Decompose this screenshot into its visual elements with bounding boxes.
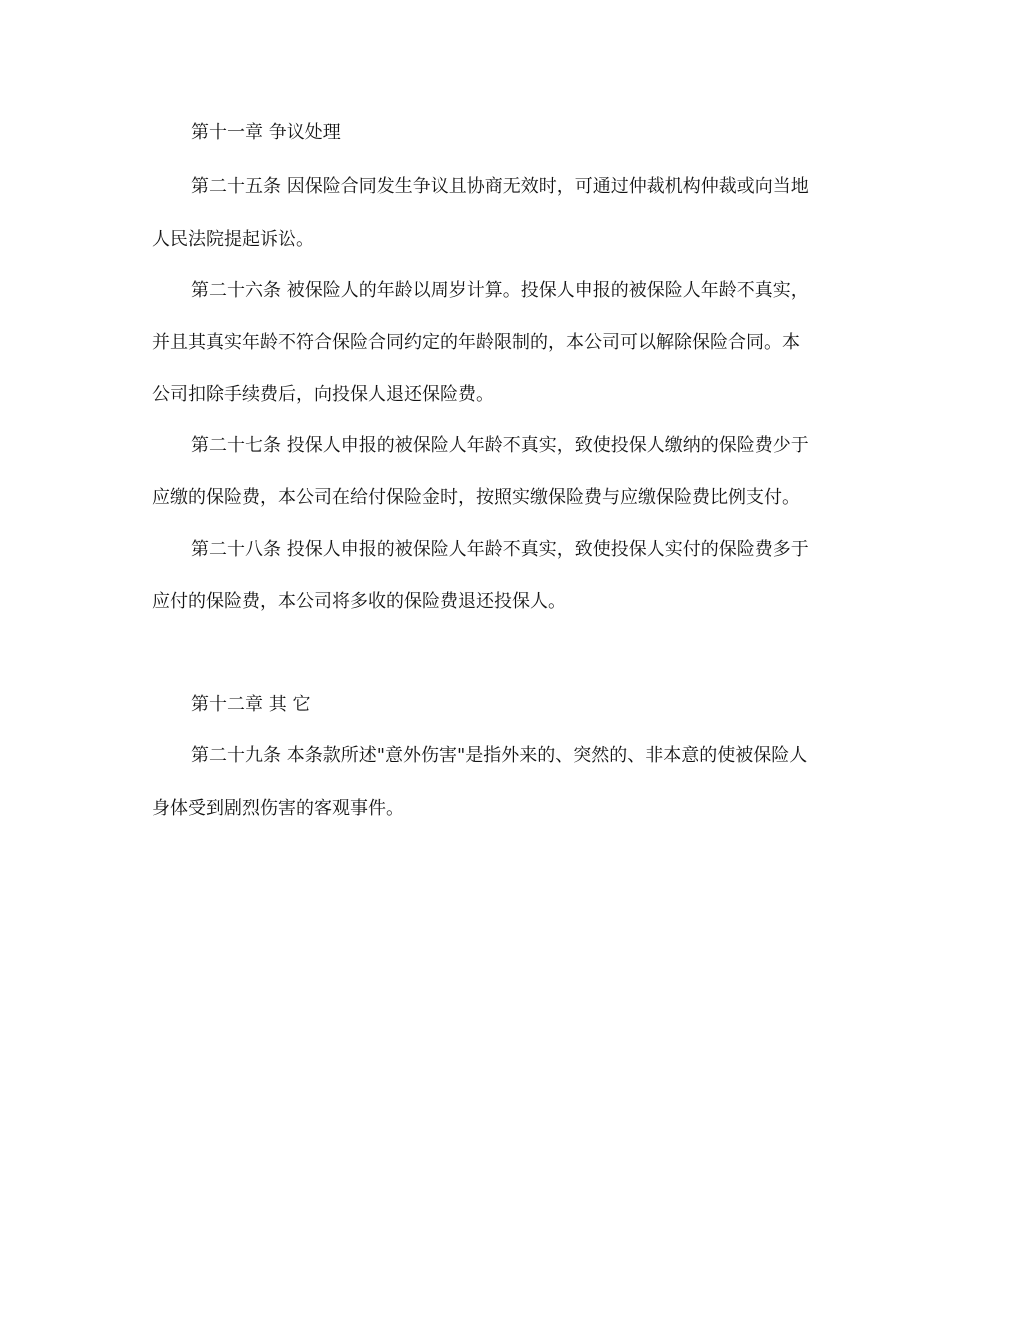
chapter-12-title: 第十二章 其 它 [191, 694, 311, 715]
article-28-line-2: 应付的保险费，本公司将多收的保险费退还投保人。 [152, 591, 566, 612]
article-26-line-1: 第二十六条 被保险人的年龄以周岁计算。投保人申报的被保险人年龄不真实， [191, 280, 809, 301]
article-29-line-2: 身体受到剧烈伤害的客观事件。 [152, 798, 404, 819]
article-28-line-1: 第二十八条 投保人申报的被保险人年龄不真实，致使投保人实付的保险费多于 [191, 539, 809, 560]
article-26-line-3: 公司扣除手续费后，向投保人退还保险费。 [152, 384, 494, 405]
article-25-line-2: 人民法院提起诉讼。 [152, 229, 314, 250]
article-29-line-1: 第二十九条 本条款所述"意外伤害"是指外来的、突然的、非本意的使被保险人 [191, 745, 808, 766]
chapter-11-title: 第十一章 争议处理 [191, 122, 341, 143]
article-25-line-1: 第二十五条 因保险合同发生争议且协商无效时，可通过仲裁机构仲裁或向当地 [191, 176, 809, 197]
article-26-line-2: 并且其真实年龄不符合保险合同约定的年龄限制的，本公司可以解除保险合同。本 [152, 332, 800, 353]
article-27-line-2: 应缴的保险费，本公司在给付保险金时，按照实缴保险费与应缴保险费比例支付。 [152, 487, 800, 508]
article-27-line-1: 第二十七条 投保人申报的被保险人年龄不真实，致使投保人缴纳的保险费少于 [191, 435, 809, 456]
